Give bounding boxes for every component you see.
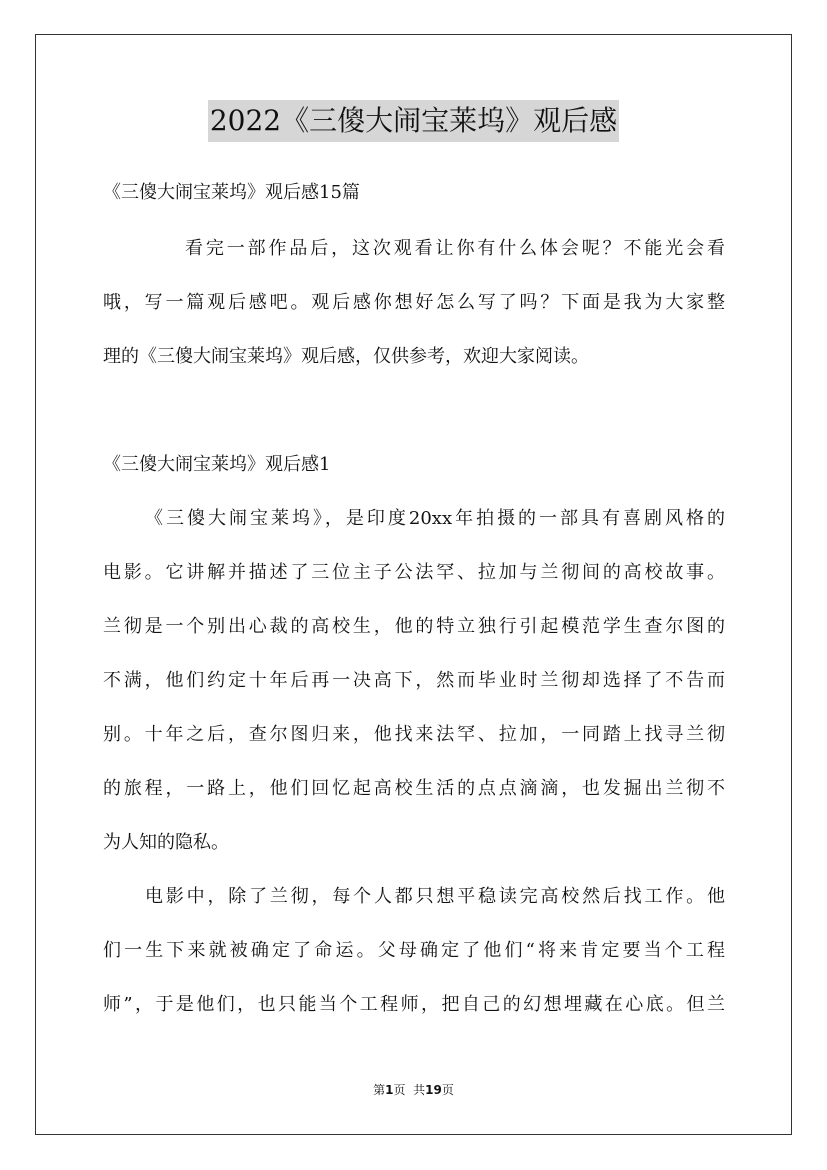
paragraph-line: 别。十年之后，查尔图归来，他找来法罕、拉加，一同踏上找寻兰彻 [103, 724, 725, 745]
paragraph-line: 不满，他们约定十年后再一决高下，然而毕业时兰彻却选择了不告而 [103, 670, 725, 691]
paragraph-line: 看完一部作品后，这次观看让你有什么体会呢？不能光会看 [185, 238, 725, 259]
paragraph-line: 们一生下来就被确定了命运。父母确定了他们“将来肯定要当个工程 [103, 940, 725, 961]
section-heading: 《三傻大闹宝莱坞》观后感15篇 [103, 182, 360, 203]
page-footer [0, 1082, 827, 1098]
paragraph-line: 电影。它讲解并描述了三位主子公法罕、拉加与兰彻间的高校故事。 [103, 562, 725, 583]
footer-total-suffix: 页 [441, 1083, 454, 1097]
document-title: 2022《三傻大闹宝莱坞》观后感 [208, 100, 619, 142]
paragraph-line: 兰彻是一个别出心裁的高校生，他的特立独行引起模范学生查尔图的 [103, 616, 725, 637]
paragraph-line: 哦，写一篇观后感吧。观后感你想好怎么写了吗？下面是我为大家整 [103, 292, 725, 313]
title-container [0, 100, 827, 142]
footer-page-number: 1 [385, 1083, 394, 1097]
footer-total-prefix: 共 [413, 1083, 426, 1097]
footer-total-pages: 19 [425, 1083, 442, 1097]
section-heading: 《三傻大闹宝莱坞》观后感1 [103, 454, 331, 475]
paragraph-line: 理的《三傻大闹宝莱坞》观后感，仅供参考，欢迎大家阅读。 [103, 346, 589, 367]
paragraph-line: 电影中，除了兰彻，每个人都只想平稳读完高校然后找工作。他 [145, 886, 725, 907]
paragraph-line: 师”，于是他们，也只能当个工程师，把自己的幻想埋藏在心底。但兰 [103, 994, 725, 1015]
footer-page-suffix: 页 [393, 1083, 406, 1097]
paragraph-line: 为人知的隐私。 [103, 832, 229, 853]
footer-prefix: 第 [373, 1083, 386, 1097]
paragraph-line: 《三傻大闹宝莱坞》，是印度20xx年拍摄的一部具有喜剧风格的 [145, 508, 725, 529]
paragraph-line: 的旅程，一路上，他们回忆起高校生活的点点滴滴，也发掘出兰彻不 [103, 778, 725, 799]
